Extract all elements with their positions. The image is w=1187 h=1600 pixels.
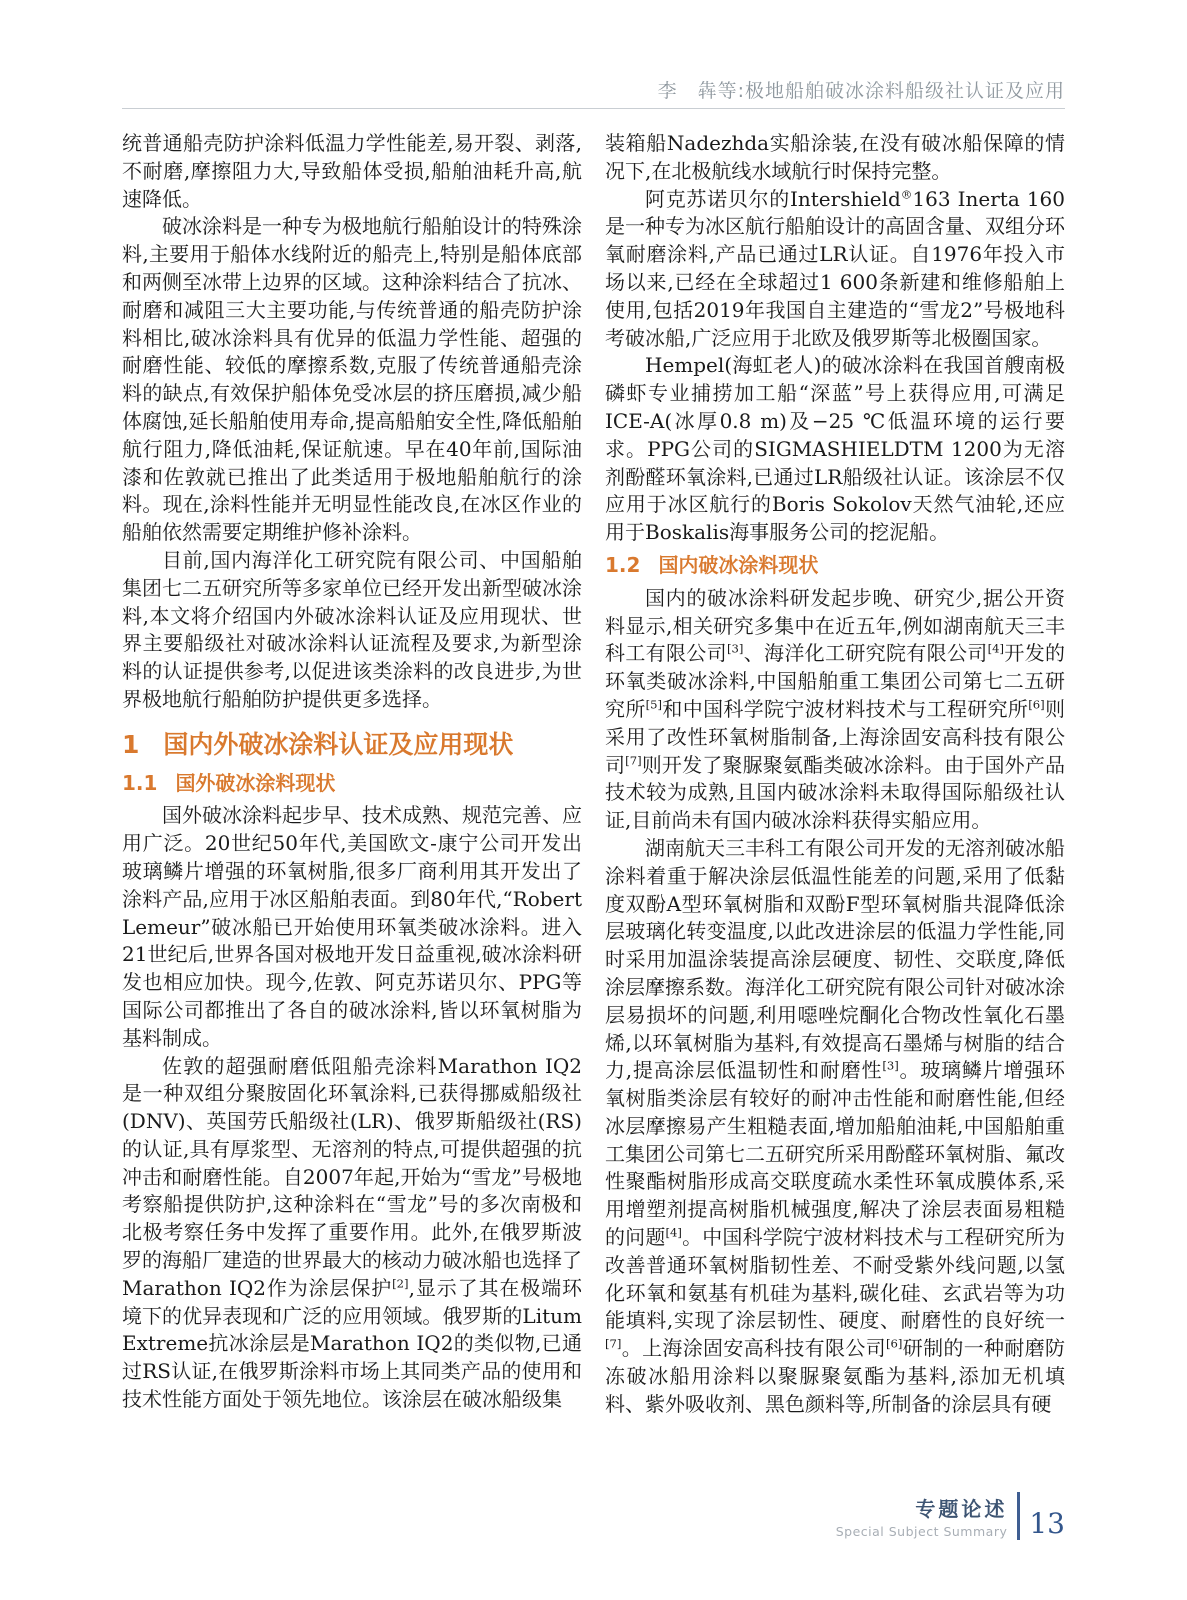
paragraph: 国内的破冰涂料研发起步晚、研究少,据公开资料显示,相关研究多集中在近五年,例如湖南航天三丰科工有限公司[3]、海洋化工研究院有限公司[4]开发的环氧类破冰涂料,中国船舶重工集团公司第七二五研究所[5]和中国科学院宁波材料技术与工程研究所[6]则采用了改性环氧树脂制备,上海涂固安高科技有限公司[7]则开发了聚脲聚氨酯类破冰涂料。由于国外产品技术较为成熟,且国内破冰涂料未取得国际船级社认证,目前尚未有国内破冰涂料获得实船应用。 xyxy=(605,585,1066,833)
footer-divider-bar xyxy=(1017,1492,1020,1540)
running-title: 李 犇等:极地船舶破冰涂料船级社认证及应用 xyxy=(657,80,1065,102)
article-body xyxy=(122,130,1065,1419)
paragraph: Hempel(海虹老人)的破冰涂料在我国首艘南极磷虾专业捕捞加工船“深蓝”号上获得应用,可满足ICE-A(冰厚0.8 m)及−25 ℃低温环境的运行要求。PPG公司的SIGMASHIELDTM 1200为无溶剂酚醛环氧涂料,已通过LR船级社认证。该涂层不仅应用于冰区航行的Boris Sokolov天然气油轮,还应用于Boskalis海事服务公司的挖泥船。 xyxy=(605,353,1065,545)
header-divider xyxy=(122,108,1065,109)
paragraph: 破冰涂料是一种专为极地航行船舶设计的特殊涂料,主要用于船体水线附近的船壳上,特别是船体底部和两侧至冰带上边界的区域。这种涂料结合了抗冰、耐磨和减阻三大主要功能,与传统普通的船壳防护涂料相比,破冰涂料具有优异的低温力学性能、超强的耐磨性能、较低的摩擦系数,克服了传统普通船壳涂料的缺点,有效保护船体免受冰层的挤压磨损,减少船体腐蚀,延长船舶使用寿命,提高船舶安全性,降低船舶航行阻力,降低油耗,保证航速。早在40年前,国际油漆和佐敦就已推出了此类适用于极地船舶航行的涂料。现在,涂料性能并无明显性能改良,在冰区作业的船舶依然需要定期维护修补涂料。 xyxy=(122,214,582,545)
page-number: 13 xyxy=(1029,1507,1065,1540)
page-footer xyxy=(836,1492,1065,1540)
heading-number: 1.1 xyxy=(122,770,158,795)
section-heading xyxy=(122,731,582,759)
footer-section-title-en: Special Subject Summary xyxy=(835,1524,1008,1539)
subsection-heading xyxy=(605,552,1065,580)
paragraph: 湖南航天三丰科工有限公司开发的无溶剂破冰船涂料着重于解决涂层低温性能差的问题,采用了低黏度双酚A型环氧树脂和双酚F型环氧树脂共混降低涂层玻璃化转变温度,以此改进涂层的低温力学性能,同时采用加温涂装提高涂层硬度、韧性、交联度,降低涂层摩擦系数。海洋化工研究院有限公司针对破冰涂层易损坏的问题,利用噁唑烷酮化合物改性氧化石墨烯,以环氧树脂为基料,有效提高石墨烯与树脂的结合力,提高涂层低温韧性和耐磨性[3]。玻璃鳞片增强环氧树脂类涂层有较好的耐冲击性能和耐磨性能,但经冰层摩擦易产生粗糙表面,增加船舶油耗,中国船舶重工集团公司第七二五研究所采用酚醛环氧树脂、氟改性聚酯树脂形成高交联度疏水柔性环氧成膜体系,采用增塑剂提高树脂机械强度,解决了涂层表面易粗糙的问题[4]。中国科学院宁波材料技术与工程研究所为改善普通环氧树脂韧性差、不耐受紫外线问题,以氢化环氧和氨基有机硅为基料,碳化硅、玄武岩等为功能填料,实现了涂层韧性、硬度、耐磨性的良好统一[7]。上海涂固安高科技有限公司[6]研制的一种耐磨防冻破冰船用涂料以聚脲聚氨酯为基料,添加无机填料、紫外吸收剂、黑色颜料等,所制备的涂层具有硬 xyxy=(605,835,1066,1416)
left-column xyxy=(122,130,582,1419)
heading-text: 国内外破冰涂料认证及应用现状 xyxy=(163,729,514,759)
heading-number: 1 xyxy=(122,729,140,759)
paragraph: 佐敦的超强耐磨低阻船壳涂料Marathon IQ2是一种双组分聚胺固化环氧涂料,已获得挪威船级社(DNV)、英国劳氏船级社(LR)、俄罗斯船级社(RS)的认证,具有厚浆型、无溶剂的特点,可提供超强的抗冲击和耐磨性能。自2007年起,开始为“雪龙”号极地考察船提供防护,这种涂料在“雪龙”号的多次南极和北极考察任务中发挥了重要作用。此外,在俄罗斯波罗的海船厂建造的世界最大的核动力破冰船也选择了Marathon IQ2作为涂层保护[2],显示了其在极端环境下的优异表现和广泛的应用领域。俄罗斯的Litum Extreme抗冰涂层是Marathon IQ2的类似物,已通过RS认证,在俄罗斯涂料市场上其同类产品的使用和技术性能方面处于领先地位。该涂层在破冰船级集 xyxy=(122,1053,582,1412)
subsection-heading xyxy=(122,770,582,798)
running-header xyxy=(122,76,1065,103)
right-column xyxy=(605,130,1065,1419)
paragraph: 统普通船壳防护涂料低温力学性能差,易开裂、剥落,不耐磨,摩擦阻力大,导致船体受损,船舶油耗升高,航速降低。 xyxy=(122,131,582,211)
paragraph: 阿克苏诺贝尔的Intershield®163 Inerta 160是一种专为冰区航行船舶设计的高固含量、双组分环氧耐磨涂料,产品已通过LR认证。自1976年投入市场以来,已经在全球超过1 600条新建和维修船舶上使用,包括2019年我国自主建造的“雪龙2”号极地科考破冰船,广泛应用于北欧及俄罗斯等北极圈国家。 xyxy=(605,186,1065,350)
paragraph: 装箱船Nadezhda实船涂装,在没有破冰船保障的情况下,在北极航线水域航行时保持完整。 xyxy=(605,131,1065,183)
heading-number: 1.2 xyxy=(605,552,641,577)
heading-text: 国外破冰涂料现状 xyxy=(175,770,336,795)
footer-section-title-cn: 专题论述 xyxy=(915,1497,1008,1521)
paragraph: 目前,国内海洋化工研究院有限公司、中国船舶集团七二五研究所等多家单位已经开发出新型破冰涂料,本文将介绍国内外破冰涂料认证及应用现状、世界主要船级社对破冰涂料认证流程及要求,为新型涂料的认证提供参考,以促进该类涂料的改良进步,为世界极地航行船舶防护提供更多选择。 xyxy=(122,547,582,711)
footer-section-labels xyxy=(836,1493,1008,1539)
paragraph: 国外破冰涂料起步早、技术成熟、规范完善、应用广泛。20世纪50年代,美国欧文-康宁公司开发出玻璃鳞片增强的环氧树脂,很多厂商利用其开发出了涂料产品,应用于冰区船舶表面。到80年代,“Robert Lemeur”破冰船已开始使用环氧类破冰涂料。进入21世纪后,世界各国对极地开发日益重视,破冰涂料研发也相应加快。现今,佐敦、阿克苏诺贝尔、PPG等国际公司都推出了各自的破冰涂料,皆以环氧树脂为基料制成。 xyxy=(122,803,582,1050)
heading-text: 国内破冰涂料现状 xyxy=(658,552,819,577)
